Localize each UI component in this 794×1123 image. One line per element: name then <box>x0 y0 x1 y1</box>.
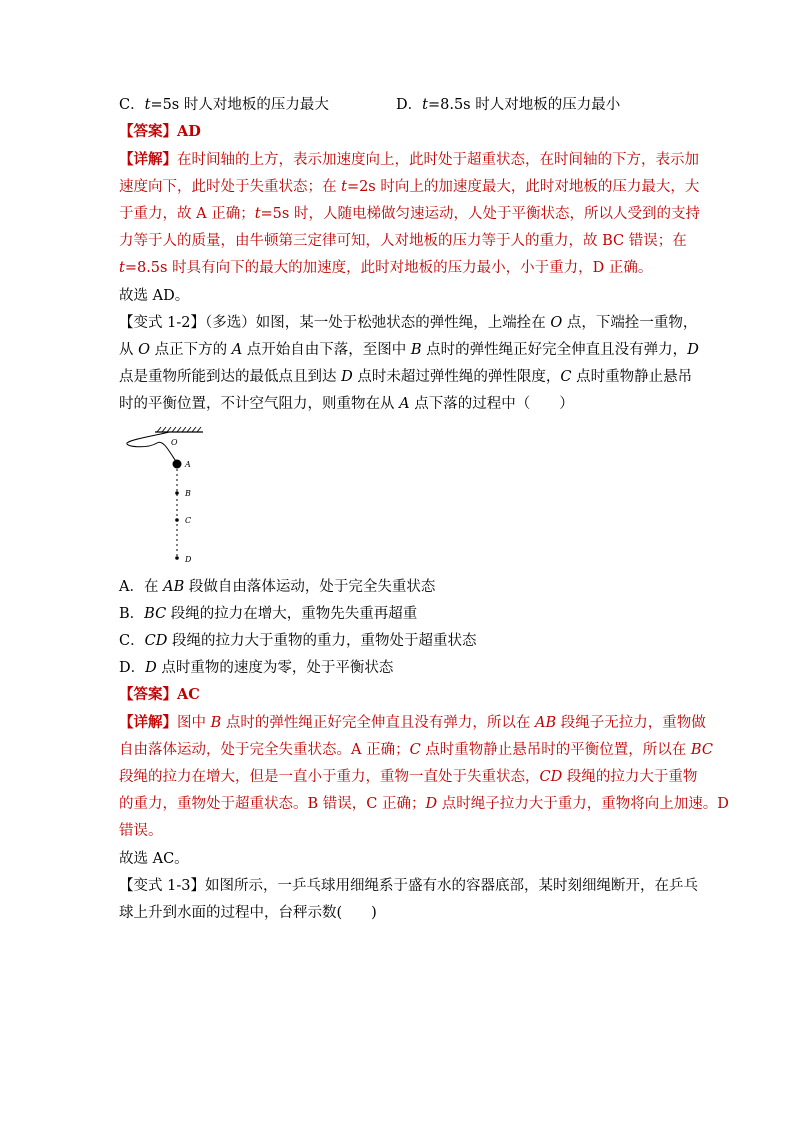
detail-2-line-1: 【详解】图中 B 点时的弹性绳正好完全伸直且没有弹力，所以在 AB 段绳子无拉力，重物做 <box>119 714 706 731</box>
variant-12-line-1: 【变式 1-2】（多选）如图，某一处于松弛状态的弹性绳，上端拴在 O 点，下端拴一重物， <box>119 315 698 331</box>
variant-12-line-3: 点是重物所能到达的最低点且到达 D 点时未超过弹性绳的弹性限度，C 点时重物静止悬吊 <box>119 369 693 385</box>
label-o: O <box>171 438 178 447</box>
label-d: D <box>185 555 192 564</box>
option-c-prev: C．t=5s 时人对地板的压力最大 D．t=8.5s 时人对地板的压力最小 <box>119 97 621 113</box>
point-b <box>175 491 179 495</box>
slack-rope <box>127 432 177 463</box>
detail-2-line-3: 段绳的拉力在增大，但是一直小于重力，重物一直处于失重状态，CD 段绳的拉力大于重物 <box>119 769 698 785</box>
detail-1-line-5: t=8.5s 时具有向下的最大的加速度，此时对地板的压力最小，小于重力，D 正确。 <box>119 260 653 276</box>
option-d-prev: D．t=8.5s 时人对地板的压力最小 <box>396 97 621 113</box>
label-c: C <box>185 516 192 525</box>
option-d: D．D 点时重物的速度为零，处于平衡状态 <box>119 660 394 676</box>
detail-1-line-1: 【详解】在时间轴的上方，表示加速度向上，此时处于超重状态，在时间轴的下方，表示加 <box>119 151 699 168</box>
answer-1: 【答案】AD <box>119 123 201 140</box>
detail-2-line-4: 的重力，重物处于超重状态。B 错误，C 正确；D 点时绳子拉力大于重力，重物将向上加速。D <box>119 796 729 812</box>
elastic-rope-figure <box>119 425 219 570</box>
answer-2: 【答案】AC <box>119 686 200 703</box>
option-a: A．在 AB 段做自由落体运动，处于完全失重状态 <box>119 579 436 595</box>
point-d <box>175 556 179 560</box>
variant-12-line-2: 从 O 点正下方的 A 点开始自由下落，至图中 B 点时的弹性绳正好完全伸直且没有弹力，D <box>119 342 699 358</box>
choose-2: 故选 AC。 <box>119 851 189 867</box>
option-b: B．BC 段绳的拉力在增大，重物先失重再超重 <box>119 606 418 622</box>
variant-13-line-2: 球上升到水面的过程中，台秤示数( ) <box>119 905 377 921</box>
ceiling-hatch <box>157 427 201 432</box>
detail-2-line-5: 错误。 <box>119 823 163 839</box>
variant-12-line-4: 时的平衡位置，不计空气阻力，则重物在从 A 点下落的过程中（ ） <box>119 396 574 412</box>
detail-2-line-2: 自由落体运动，处于完全失重状态。A 正确；C 点时重物静止悬吊时的平衡位置，所以在 BC <box>119 742 713 758</box>
weight-ball <box>173 460 182 469</box>
detail-1-line-4: 力等于人的质量，由牛顿第三定律可知，人对地板的压力等于人的重力，故 BC 错误；在 <box>119 233 687 249</box>
variant-13-line-1: 【变式 1-3】如图所示，一乒乓球用细绳系于盛有水的容器底部，某时刻细绳断开，在乒乓 <box>119 878 698 894</box>
option-c: C．CD 段绳的拉力大于重物的重力，重物处于超重状态 <box>119 633 477 649</box>
point-c <box>175 518 179 522</box>
choose-1: 故选 AD。 <box>119 288 190 304</box>
label-a: A <box>185 460 191 469</box>
detail-1-line-3: 于重力，故 A 正确；t=5s 时，人随电梯做匀速运动，人处于平衡状态，所以人受到的支持 <box>119 206 700 222</box>
detail-1-line-2: 速度向下，此时处于失重状态；在 t=2s 时向上的加速度最大，此时对地板的压力最大，大 <box>119 179 700 195</box>
label-b: B <box>185 489 191 498</box>
